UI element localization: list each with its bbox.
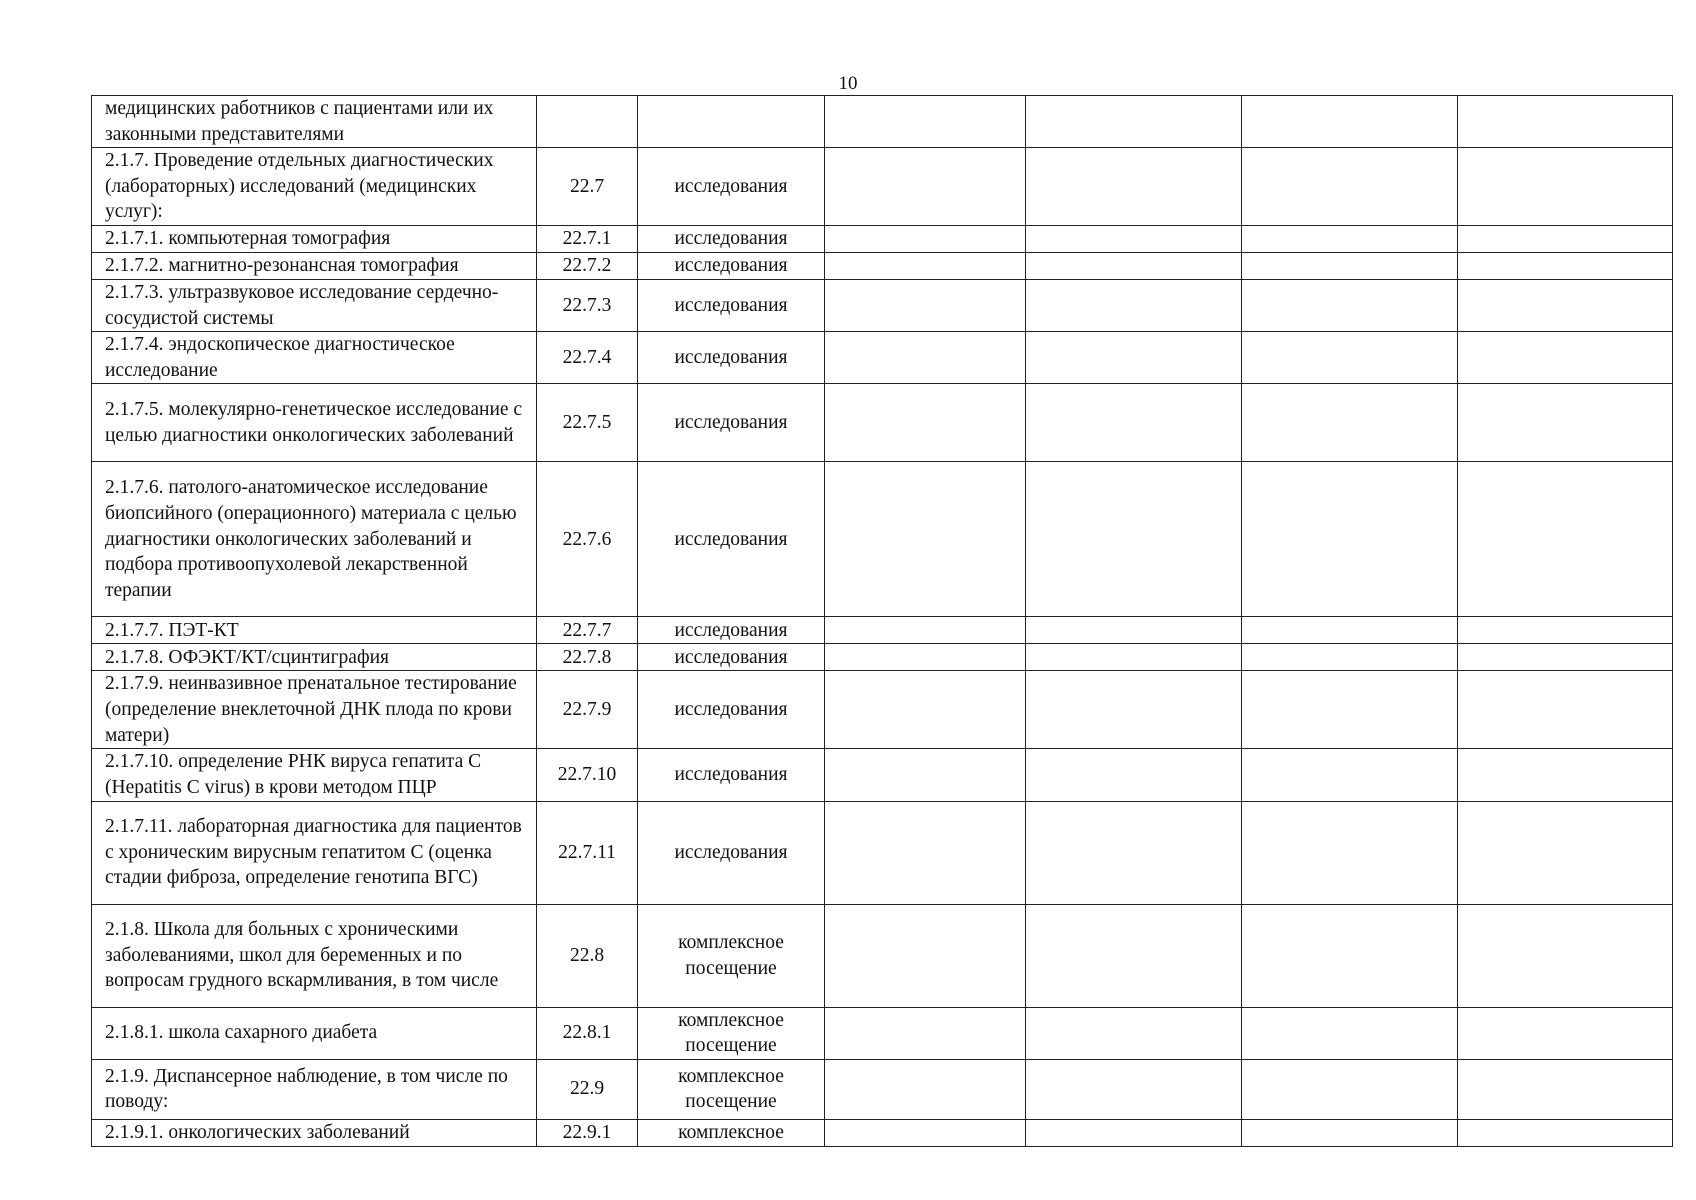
row-code-cell: 22.8 xyxy=(537,904,638,1007)
empty-value-cell xyxy=(825,1007,1026,1059)
service-name-cell: 2.1.7. Проведение отдельных диагностических (лабораторных) исследований (медицинских услуг): xyxy=(92,148,537,226)
empty-value-cell xyxy=(1026,904,1242,1007)
row-code-cell: 22.7.6 xyxy=(537,462,638,617)
service-name-cell: 2.1.7.3. ультразвуковое исследование сердечно-сосудистой системы xyxy=(92,279,537,331)
empty-value-cell xyxy=(1242,279,1458,331)
table-row xyxy=(92,148,1673,226)
empty-value-cell xyxy=(1026,749,1242,801)
service-name-cell: медицинских работников с пациентами или их законными представителями xyxy=(92,96,537,148)
service-name-cell: 2.1.7.1. компьютерная томография xyxy=(92,225,537,252)
unit-cell: исследования xyxy=(638,279,825,331)
service-name-cell: 2.1.7.2. магнитно-резонансная томография xyxy=(92,252,537,279)
empty-value-cell xyxy=(1026,1119,1242,1146)
services-table xyxy=(91,95,1673,1147)
row-code-cell: 22.7.9 xyxy=(537,671,638,749)
service-name-cell: 2.1.9. Диспансерное наблюдение, в том числе по поводу: xyxy=(92,1059,537,1119)
empty-value-cell xyxy=(825,96,1026,148)
empty-value-cell xyxy=(1242,1119,1458,1146)
empty-value-cell xyxy=(825,749,1026,801)
table-row xyxy=(92,1059,1673,1119)
empty-value-cell xyxy=(825,225,1026,252)
empty-value-cell xyxy=(825,671,1026,749)
empty-value-cell xyxy=(825,384,1026,462)
service-name-cell: 2.1.7.5. молекулярно-генетическое исследование с целью диагностики онкологических заболеваний xyxy=(92,384,537,462)
unit-cell: исследования xyxy=(638,462,825,617)
empty-value-cell xyxy=(1026,1059,1242,1119)
empty-value-cell xyxy=(1242,384,1458,462)
row-code-cell: 22.7.3 xyxy=(537,279,638,331)
service-name-cell: 2.1.7.8. ОФЭКТ/КТ/сцинтиграфия xyxy=(92,644,537,671)
unit-cell: исследования xyxy=(638,332,825,384)
unit-cell: исследования xyxy=(638,644,825,671)
row-code-cell: 22.7 xyxy=(537,148,638,226)
row-code-cell xyxy=(537,96,638,148)
empty-value-cell xyxy=(825,1059,1026,1119)
empty-value-cell xyxy=(1026,148,1242,226)
empty-value-cell xyxy=(825,462,1026,617)
row-code-cell: 22.8.1 xyxy=(537,1007,638,1059)
empty-value-cell xyxy=(1458,462,1673,617)
empty-value-cell xyxy=(1242,225,1458,252)
empty-value-cell xyxy=(1242,1007,1458,1059)
service-name-cell: 2.1.8.1. школа сахарного диабета xyxy=(92,1007,537,1059)
table-row xyxy=(92,617,1673,644)
empty-value-cell xyxy=(1026,279,1242,331)
empty-value-cell xyxy=(1242,617,1458,644)
empty-value-cell xyxy=(1242,462,1458,617)
empty-value-cell xyxy=(1242,96,1458,148)
row-code-cell: 22.7.4 xyxy=(537,332,638,384)
table-row xyxy=(92,332,1673,384)
row-code-cell: 22.7.1 xyxy=(537,225,638,252)
service-name-cell: 2.1.7.6. патолого-анатомическое исследование биопсийного (операционного) материала с целью диагностики онкологических заболеваний и подбора противоопухолевой лекарственной терапии xyxy=(92,462,537,617)
empty-value-cell xyxy=(1026,96,1242,148)
empty-value-cell xyxy=(1458,252,1673,279)
table-row xyxy=(92,1119,1673,1146)
empty-value-cell xyxy=(1026,384,1242,462)
empty-value-cell xyxy=(1242,252,1458,279)
row-code-cell: 22.9.1 xyxy=(537,1119,638,1146)
empty-value-cell xyxy=(1458,225,1673,252)
empty-value-cell xyxy=(1026,332,1242,384)
empty-value-cell xyxy=(1458,671,1673,749)
empty-value-cell xyxy=(825,1119,1026,1146)
empty-value-cell xyxy=(1458,332,1673,384)
empty-value-cell xyxy=(1458,1007,1673,1059)
service-name-cell: 2.1.7.7. ПЭТ-КТ xyxy=(92,617,537,644)
empty-value-cell xyxy=(1458,801,1673,904)
service-name-cell: 2.1.8. Школа для больных с хроническими заболеваниями, школ для беременных и по вопросам грудного вскармливания, в том числе xyxy=(92,904,537,1007)
table-row xyxy=(92,801,1673,904)
unit-cell: исследования xyxy=(638,148,825,226)
service-name-cell: 2.1.9.1. онкологических заболеваний xyxy=(92,1119,537,1146)
unit-cell xyxy=(638,96,825,148)
row-code-cell: 22.7.2 xyxy=(537,252,638,279)
empty-value-cell xyxy=(825,279,1026,331)
table-row xyxy=(92,644,1673,671)
empty-value-cell xyxy=(1026,462,1242,617)
table-row xyxy=(92,749,1673,801)
table-row xyxy=(92,96,1673,148)
row-code-cell: 22.7.5 xyxy=(537,384,638,462)
unit-cell: исследования xyxy=(638,225,825,252)
service-name-cell: 2.1.7.4. эндоскопическое диагностическое исследование xyxy=(92,332,537,384)
unit-cell: комплексное посещение xyxy=(638,1059,825,1119)
unit-cell: комплексное xyxy=(638,1119,825,1146)
empty-value-cell xyxy=(1026,617,1242,644)
unit-cell: исследования xyxy=(638,749,825,801)
unit-cell: исследования xyxy=(638,617,825,644)
table-row xyxy=(92,279,1673,331)
service-name-cell: 2.1.7.9. неинвазивное пренатальное тестирование (определение внеклеточной ДНК плода по крови матери) xyxy=(92,671,537,749)
empty-value-cell xyxy=(1026,671,1242,749)
empty-value-cell xyxy=(825,904,1026,1007)
empty-value-cell xyxy=(825,148,1026,226)
empty-value-cell xyxy=(1458,96,1673,148)
table-row xyxy=(92,462,1673,617)
table-row xyxy=(92,384,1673,462)
unit-cell: исследования xyxy=(638,384,825,462)
unit-cell: исследования xyxy=(638,801,825,904)
unit-cell: комплексное посещение xyxy=(638,904,825,1007)
row-code-cell: 22.7.10 xyxy=(537,749,638,801)
unit-cell: исследования xyxy=(638,252,825,279)
empty-value-cell xyxy=(1026,252,1242,279)
empty-value-cell xyxy=(1026,801,1242,904)
table-row xyxy=(92,225,1673,252)
empty-value-cell xyxy=(1242,904,1458,1007)
empty-value-cell xyxy=(1026,644,1242,671)
empty-value-cell xyxy=(1458,384,1673,462)
empty-value-cell xyxy=(1242,1059,1458,1119)
empty-value-cell xyxy=(1458,617,1673,644)
empty-value-cell xyxy=(1242,749,1458,801)
row-code-cell: 22.7.11 xyxy=(537,801,638,904)
table-row xyxy=(92,671,1673,749)
empty-value-cell xyxy=(1458,749,1673,801)
empty-value-cell xyxy=(1458,1119,1673,1146)
row-code-cell: 22.7.7 xyxy=(537,617,638,644)
empty-value-cell xyxy=(825,644,1026,671)
table-row xyxy=(92,1007,1673,1059)
empty-value-cell xyxy=(1458,904,1673,1007)
empty-value-cell xyxy=(825,252,1026,279)
empty-value-cell xyxy=(825,332,1026,384)
unit-cell: комплексное посещение xyxy=(638,1007,825,1059)
empty-value-cell xyxy=(1458,148,1673,226)
empty-value-cell xyxy=(1458,1059,1673,1119)
empty-value-cell xyxy=(1242,671,1458,749)
empty-value-cell xyxy=(1458,644,1673,671)
table-body xyxy=(92,96,1673,1147)
row-code-cell: 22.7.8 xyxy=(537,644,638,671)
empty-value-cell xyxy=(1242,644,1458,671)
empty-value-cell xyxy=(1242,801,1458,904)
empty-value-cell xyxy=(825,617,1026,644)
unit-cell: исследования xyxy=(638,671,825,749)
empty-value-cell xyxy=(1026,1007,1242,1059)
service-name-cell: 2.1.7.11. лабораторная диагностика для пациентов с хроническим вирусным гепатитом C (оценка стадии фиброза, определение генотипа ВГС) xyxy=(92,801,537,904)
table-row xyxy=(92,904,1673,1007)
empty-value-cell xyxy=(1458,279,1673,331)
row-code-cell: 22.9 xyxy=(537,1059,638,1119)
empty-value-cell xyxy=(825,801,1026,904)
empty-value-cell xyxy=(1242,332,1458,384)
empty-value-cell xyxy=(1242,148,1458,226)
empty-value-cell xyxy=(1026,225,1242,252)
page-number: 10 xyxy=(838,73,858,94)
service-name-cell: 2.1.7.10. определение РНК вируса гепатита C (Hepatitis C virus) в крови методом ПЦР xyxy=(92,749,537,801)
table-row xyxy=(92,252,1673,279)
